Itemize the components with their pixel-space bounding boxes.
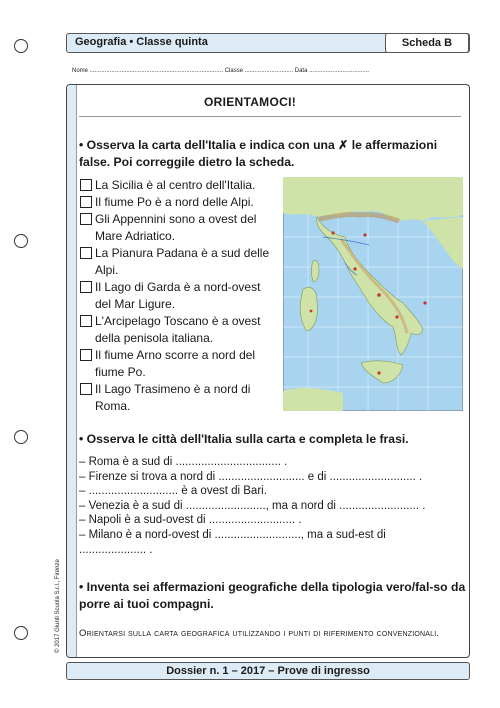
sentence-line[interactable]: – Napoli è a sud-ovest di ........................... .	[79, 514, 302, 527]
name-class-date-row	[72, 68, 470, 74]
checkbox[interactable]	[80, 281, 92, 293]
binder-hole-upper	[14, 234, 28, 248]
statement-text: Il Lago di Garda è a nord-ovest del Mar Ligure.	[95, 280, 261, 311]
class-field[interactable]: Classe .............................	[224, 68, 295, 74]
list-item	[79, 279, 279, 313]
page-footer: Dossier n. 1 – 2017 – Prove di ingresso	[66, 662, 470, 680]
instruction-2: • Osserva le città dell'Italia sulla carta e completa le frasi.	[79, 432, 409, 446]
sentence-line[interactable]: – Firenze si trova a nord di ........................... e di ........................... .	[79, 470, 423, 483]
statement-text: Il fiume Arno scorre a nord del fiume Po.	[95, 348, 256, 379]
date-field[interactable]: Data ....................................	[294, 68, 370, 74]
binder-hole-lower	[14, 430, 28, 444]
list-item	[79, 381, 279, 415]
binder-hole-top	[14, 39, 28, 53]
worksheet-title: ORIENTAMOCI!	[203, 95, 297, 109]
statement-text: Gli Appennini sono a ovest del Mare Adriatico.	[95, 212, 257, 243]
sheet-label: Scheda B	[385, 33, 469, 53]
checkbox[interactable]	[80, 213, 92, 225]
page-header	[66, 33, 470, 53]
statement-text: Il fiume Po è a nord delle Alpi.	[95, 195, 254, 209]
fill-in-sentences	[79, 455, 469, 557]
list-item	[79, 313, 279, 347]
statement-text: La Pianura Padana è a sud delle Alpi.	[95, 246, 270, 277]
sentence-line[interactable]: – ............................ è a ovest di Bari.	[79, 485, 267, 498]
checkbox[interactable]	[80, 196, 92, 208]
list-item	[79, 177, 279, 194]
sentence-line[interactable]: – Milano è a nord-ovest di ..........................., ma a sud-est di	[79, 528, 386, 541]
true-false-list	[79, 177, 279, 415]
subject-label: Geografia • Classe quinta	[75, 36, 208, 48]
italy-map	[283, 177, 463, 411]
checkbox[interactable]	[80, 383, 92, 395]
sentence-line[interactable]: – Venezia è a sud di ........................., ma a nord di ......................... .	[79, 499, 426, 512]
instruction-1: • Osserva la carta dell'Italia e indica con una ✗ le affermazioni false. Poi correggile dietro la scheda.	[79, 138, 438, 169]
statement-text: L'Arcipelago Toscano è a ovest della penisola italiana.	[95, 314, 261, 345]
name-field[interactable]: Nome ................................................................................	[72, 68, 225, 74]
checkbox[interactable]	[80, 247, 92, 259]
list-item	[79, 211, 279, 245]
instruction-3: • Inventa sei affermazioni geografiche della tipologia vero/fal-so da porre ai tuoi compagni.	[79, 580, 466, 611]
statement-text: Il Lago Trasimeno è a nord di Roma.	[95, 382, 251, 413]
sentence-line[interactable]: ..................... .	[79, 543, 153, 556]
checkbox[interactable]	[80, 315, 92, 327]
sentence-line[interactable]: – Roma è a sud di ................................. .	[79, 456, 288, 468]
panel-side-bar	[67, 85, 77, 657]
binder-hole-bottom	[14, 626, 28, 640]
checkbox[interactable]	[80, 349, 92, 361]
learning-objective: Orientarsi sulla carta geografica utilizzando i punti di riferimento convenzionali.	[79, 628, 440, 639]
list-item	[79, 245, 279, 279]
list-item	[79, 347, 279, 381]
title-divider	[79, 116, 461, 117]
checkbox[interactable]	[80, 179, 92, 191]
list-item	[79, 194, 279, 211]
copyright-note: © 2017 Giunti Scuola S.r.l., Firenze	[55, 559, 61, 653]
statement-text: La Sicilia è al centro dell'Italia.	[95, 178, 256, 192]
